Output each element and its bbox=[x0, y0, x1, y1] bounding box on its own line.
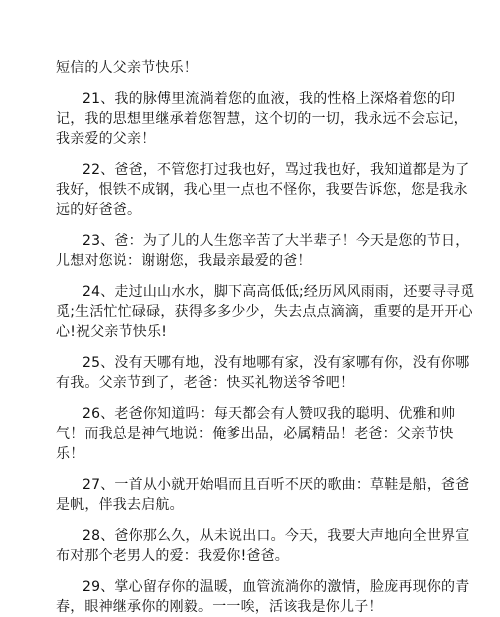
paragraph-26: 26、老爸你知道吗：每天都会有人赞叹我的聪明、优雅和帅气！而我总是神气地说：俺爹出品，必属精品！老爸：父亲节快乐！ bbox=[56, 406, 456, 462]
paragraph-25: 25、没有天哪有地，没有地哪有家，没有家哪有你，没有你哪有我。父亲节到了，老爸：快买礼物送爷爷吧！ bbox=[56, 355, 470, 391]
paragraph-29: 29、掌心留存你的温暖，血管流淌你的激情，脸庞再现你的青春，眼神继承你的刚毅。一一唉，活该我是你儿子！ bbox=[56, 579, 470, 615]
paragraph-21: 21、我的脉傅里流淌着您的血液，我的性格上深烙着您的印记，我的思想里继承着您智慧，这个切的一切，我永远不会忘记，我亲爱的父亲！ bbox=[56, 91, 468, 147]
paragraph-22: 22、爸爸，不管您打过我也好，骂过我也好，我知道都是为了我好，恨铁不成钢，我心里一点也不怪你，我要告诉您，您是我永远的好爸爸。 bbox=[56, 162, 470, 218]
paragraph-28: 28、爸你那么久，从未说出口。今天，我要大声地向全世界宣布对那个老男人的爱：我爱你!爸爸。 bbox=[56, 528, 470, 564]
paragraph-23: 23、爸：为了儿的人生您辛苦了大半辈子！今天是您的节日，儿想对您说：谢谢您，我最亲最爱的爸！ bbox=[56, 233, 470, 269]
paragraph-0: 短信的人父亲节快乐！ bbox=[56, 60, 198, 76]
paragraph-27: 27、一首从小就开始唱而且百听不厌的歌曲：草鞋是船，爸爸是帆，伴我去启航。 bbox=[56, 477, 470, 513]
paragraph-24: 24、走过山山水水，脚下高高低低;经历风风雨雨，还要寻寻觅觅;生活忙忙碌碌，获得多多少少，失去点点滴滴，重要的是开开心心!祝父亲节快乐! bbox=[56, 284, 475, 340]
